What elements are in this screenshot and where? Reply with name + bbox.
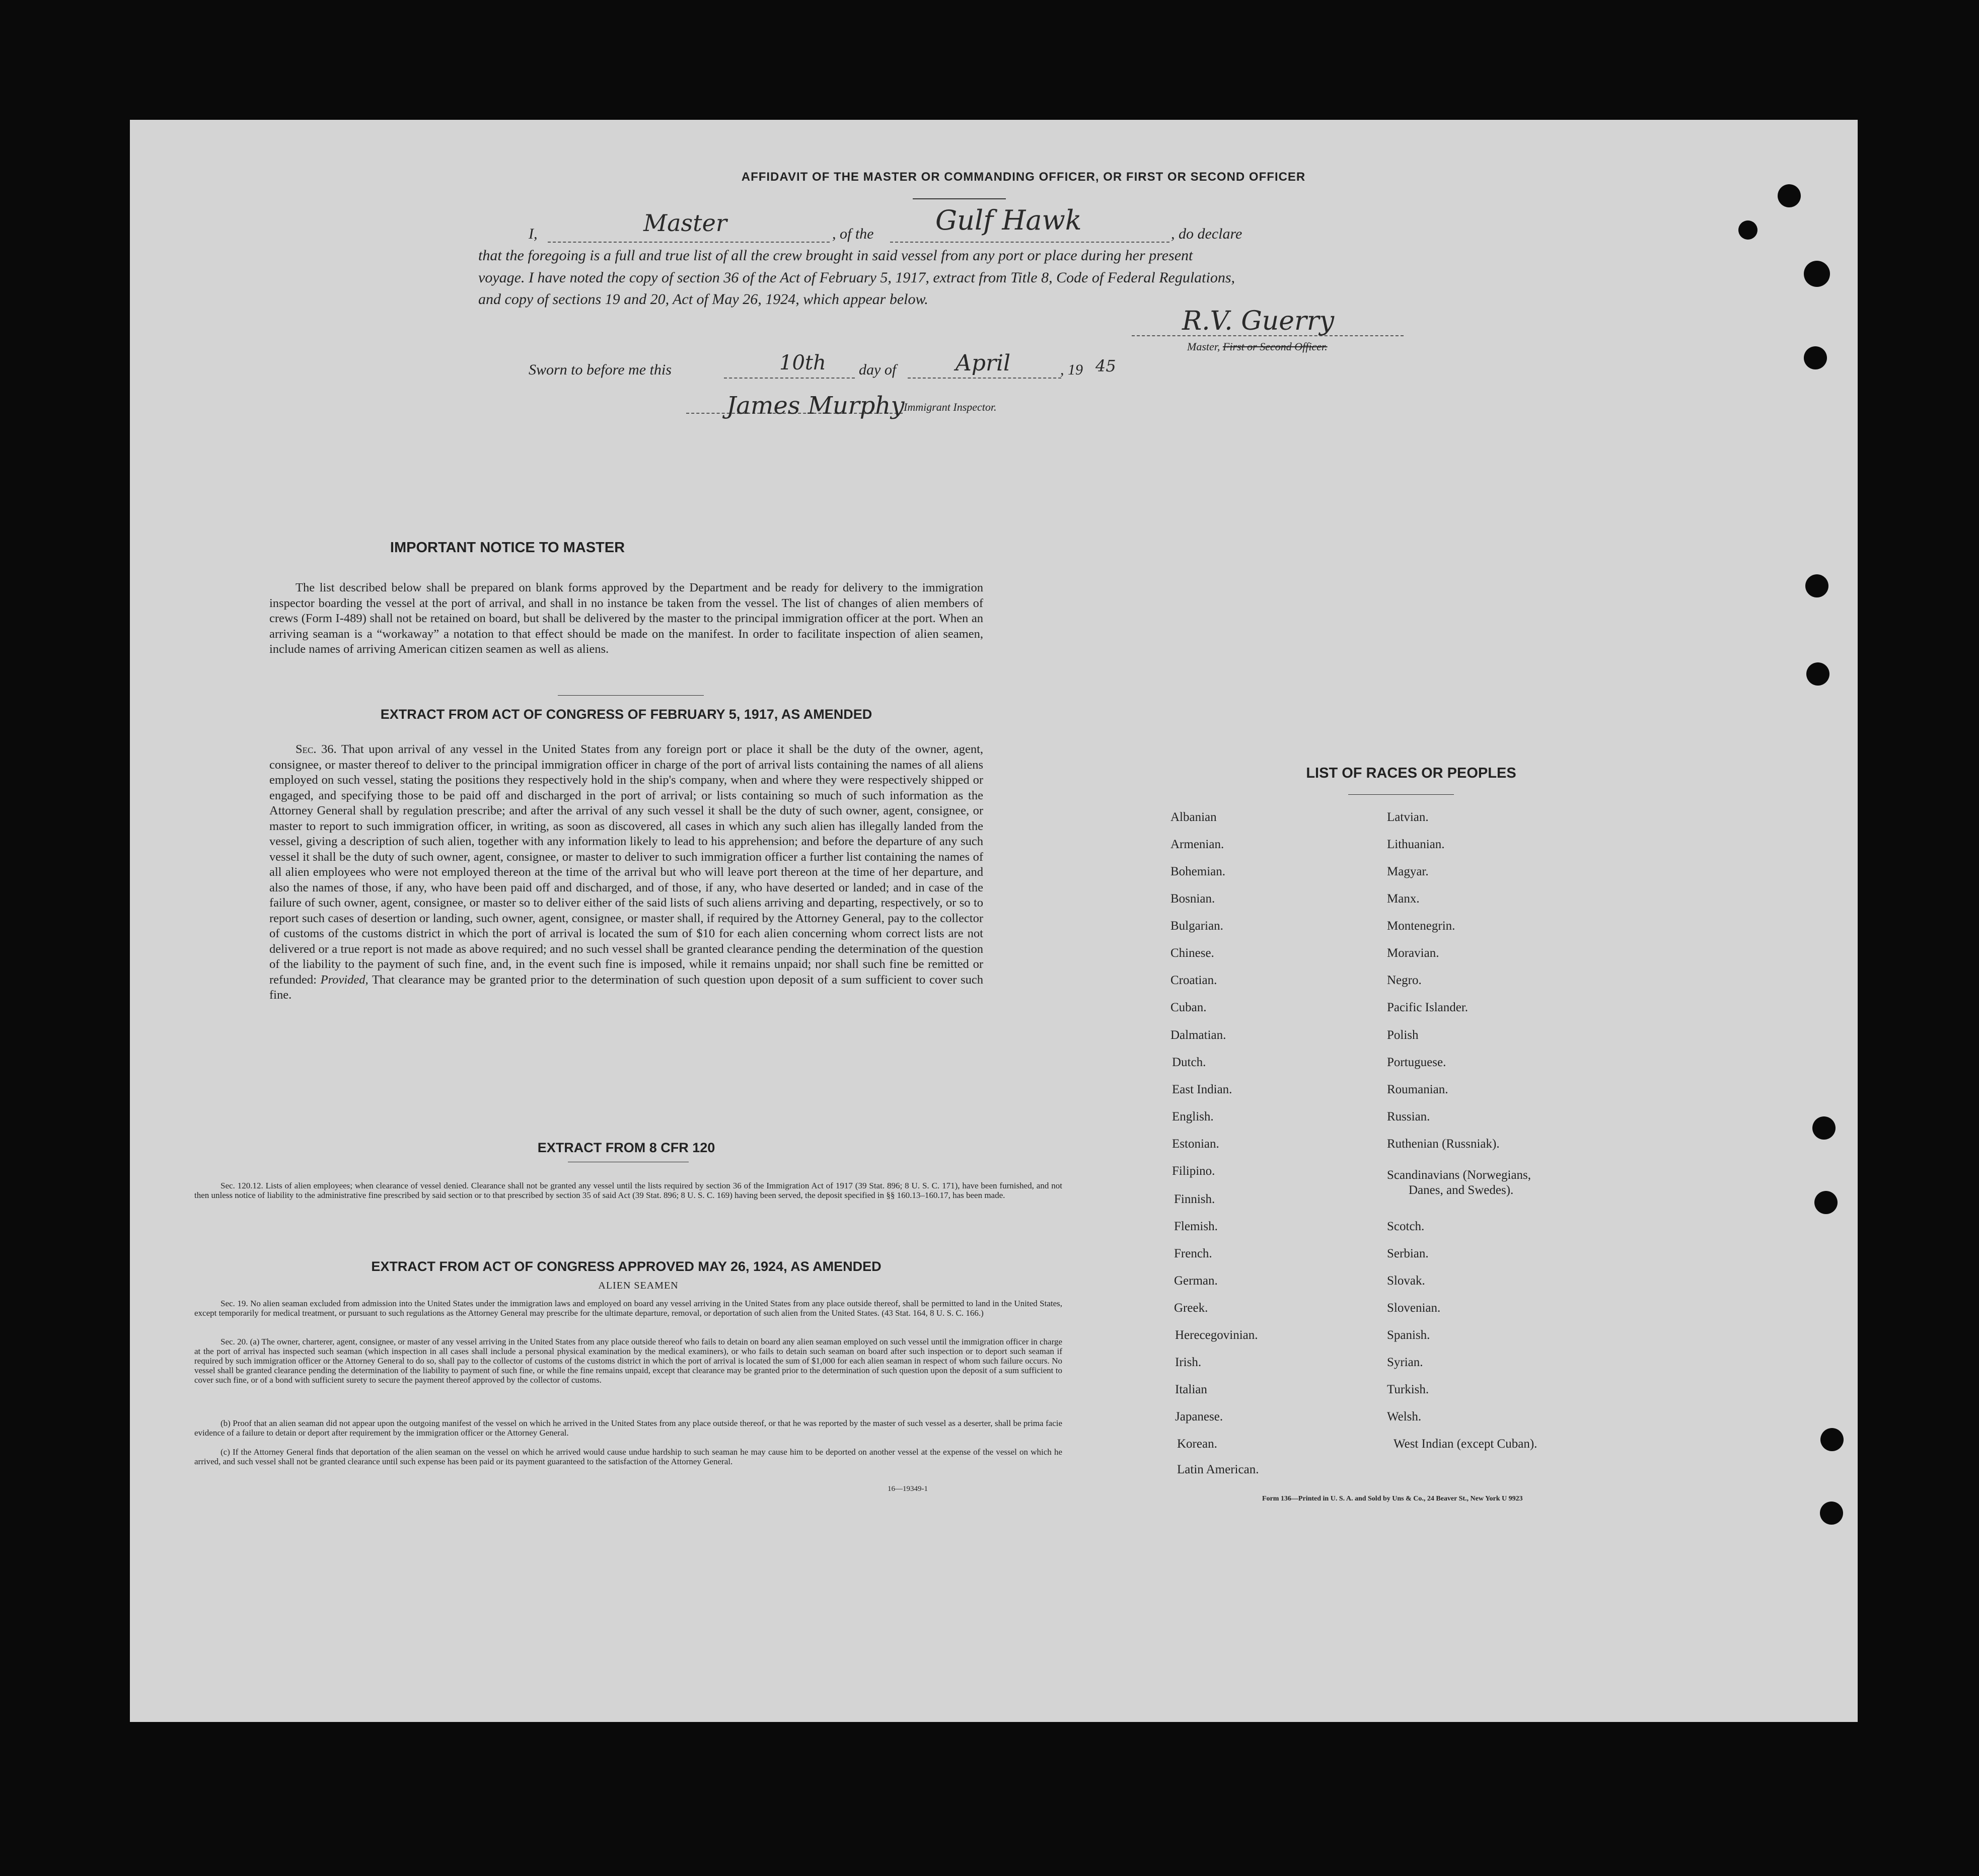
race-item: Roumanian. [1387, 1083, 1448, 1096]
extract-1924-title: EXTRACT FROM ACT OF CONGRESS APPROVED MAY 26, 1924, AS AMENDED [371, 1259, 882, 1274]
punch-hole [1804, 346, 1827, 369]
race-item: Finnish. [1174, 1192, 1215, 1206]
race-item: Bosnian. [1170, 892, 1215, 906]
section-20b-text: (b) Proof that an alien seaman did not appear upon the outgoing manifest of the vessel on which he arrived in the United States from any place outside thereof, or that he was reported by the master of such vessel as a deserter, shall be prima facie evidence of a failure to detain or deport after requirement by the immigration officer or the Attorney General. [194, 1418, 1062, 1438]
race-item: Negro. [1387, 973, 1422, 987]
divider [1348, 794, 1454, 795]
section-36-end: That clearance may be granted prior to the determination of such question upon deposit of a sum sufficient to cover such fine. [269, 972, 984, 1002]
race-item: Magyar. [1387, 865, 1429, 878]
affidavit-title: AFFIDAVIT OF THE MASTER OR COMMANDING OFFICER, OR FIRST OR SECOND OFFICER [741, 170, 1306, 184]
race-item: Japanese. [1175, 1410, 1223, 1423]
race-item: Herecegovinian. [1175, 1328, 1258, 1342]
master-label: Master, [1187, 340, 1220, 353]
name-line [548, 242, 830, 243]
inspector-signature: James Murphy [726, 392, 905, 420]
race-item: Montenegrin. [1387, 919, 1455, 933]
affidavit-i-label: I, [529, 226, 538, 242]
sworn-day-handwriting: 10th [779, 351, 826, 374]
punch-hole [1820, 1428, 1844, 1451]
punch-hole [1820, 1502, 1843, 1525]
race-item: Filipino. [1172, 1164, 1215, 1178]
sworn-month-handwriting: April [956, 350, 1011, 376]
month-line [908, 378, 1061, 379]
race-item: Welsh. [1387, 1410, 1422, 1423]
alien-seamen-subtitle: ALIEN SEAMEN [598, 1280, 679, 1291]
inspector-label: Immigrant Inspector. [904, 401, 997, 413]
race-item: Albanian [1170, 810, 1217, 824]
race-item: Russian. [1387, 1110, 1430, 1123]
provided-word: Provided, [320, 972, 369, 987]
section-20c-text: (c) If the Attorney General finds that deportation of the alien seaman on the vessel on which he arrived would cause undue hardship to such seaman he may cause him to be deported on another vessel at the expense of the vessel on which he arrived, and such vessel shall not be granted clearance until such expense has been paid or its payment guaranteed to the satisfaction of the Attorney General. [194, 1447, 1062, 1466]
extract-cfr-title: EXTRACT FROM 8 CFR 120 [537, 1140, 715, 1155]
punch-hole [1804, 261, 1830, 287]
race-item: Flemish. [1174, 1220, 1218, 1233]
punch-hole [1738, 220, 1757, 240]
race-item: Syrian. [1387, 1356, 1423, 1369]
document-page [130, 120, 1858, 1722]
punch-hole [1814, 1191, 1838, 1214]
extract-1917-body [269, 742, 983, 1003]
section-36-text: That upon arrival of any vessel in the United States from any foreign port or place it shall be the duty of the owner, agent, consignee, or master thereof to deliver to the principal immigration officer in charge of the port of arrival lists containing the names of all aliens employed on such vessel, stating the positions they respectively hold in the ship's company, when and where they were respectively shipped or engaged, and specifying those to be paid off and discharged in the port of arrival; or lists containing so much of such information as the Attorney General shall by regulation prescribe; and after the arrival of any such vessel it shall be the duty of such owner, agent, consignee, or master to report to such immigration officer, in writing, as soon as discovered, all cases in which any such alien has illegally landed from the vessel, giving a description of such alien, together with any information likely to lead to his apprehension; and before the departure of any such vessel it shall be the duty of such owner, agent, consignee, or master to deliver to such immigration officer a further list containing the names of all alien employees who were not employed thereon at the time of the arrival but who will leave port thereon at the time of her departure, and also the names of those, if any, who have been paid off and discharged, and of those, if any, who have deserted or landed; and in case of the failure of such owner, agent, consignee, or master so to deliver either of the said lists of such aliens arriving and departing, respectively, or so to report such cases of desertion or landing, such owner, agent, consignee, or master shall, if required by the Attorney General, pay to the collector of customs of the customs district in which the port of arrival is located the sum of $10 for each alien concerning whom correct lists are not delivered or a true report is not made as above required; and no such vessel shall be granted clearance pending the determination of the question of the liability to the payment of such fine, and, in the event such fine is imposed, while it remains unpaid; nor shall such fine be remitted or refunded: [269, 742, 983, 987]
race-item: Scandinavians (Norwegians, [1387, 1168, 1531, 1182]
declare-label: , do declare [1171, 226, 1242, 242]
form-printer-note: Form 136—Printed in U. S. A. and Sold by Uns & Co., 24 Beaver St., New York U 9923 [1262, 1495, 1523, 1503]
race-item: English. [1172, 1110, 1214, 1123]
race-item: Moravian. [1387, 946, 1439, 960]
race-item: Manx. [1387, 892, 1420, 906]
master-handwriting: Master [643, 209, 727, 237]
race-item: Korean. [1177, 1437, 1217, 1451]
race-item: German. [1174, 1274, 1218, 1288]
race-item: Danes, and Swedes). [1409, 1183, 1514, 1197]
race-item: Scotch. [1387, 1220, 1425, 1233]
race-item: Slovak. [1387, 1274, 1425, 1288]
signature-caption [1187, 340, 1328, 353]
affidavit-line-4: and copy of sections 19 and 20, Act of May 26, 1924, which appear below. [478, 291, 928, 308]
race-item: Portuguese. [1387, 1056, 1446, 1069]
race-item: Croatian. [1170, 973, 1217, 987]
race-item: Irish. [1175, 1356, 1202, 1369]
vessel-line [890, 242, 1169, 243]
race-item: Ruthenian (Russniak). [1387, 1137, 1500, 1151]
race-item: West Indian (except Cuban). [1394, 1437, 1537, 1451]
race-item: French. [1174, 1247, 1212, 1260]
extract-1917-title: EXTRACT FROM ACT OF CONGRESS OF FEBRUARY 5, 1917, AS AMENDED [380, 707, 872, 722]
punch-hole [1806, 662, 1829, 686]
punch-hole [1778, 184, 1801, 207]
race-item: Pacific Islander. [1387, 1001, 1469, 1014]
race-item: Bulgarian. [1170, 919, 1223, 933]
race-item: Serbian. [1387, 1247, 1429, 1260]
vessel-name-handwriting: Gulf Hawk [935, 204, 1082, 236]
race-item: Greek. [1174, 1301, 1208, 1315]
race-item: Latin American. [1177, 1463, 1259, 1476]
race-item: Latvian. [1387, 810, 1429, 824]
races-title: LIST OF RACES OR PEOPLES [1306, 765, 1516, 781]
notice-title: IMPORTANT NOTICE TO MASTER [390, 540, 625, 556]
race-item: Armenian. [1170, 838, 1224, 851]
race-item: East Indian. [1172, 1083, 1232, 1096]
notice-body: The list described below shall be prepared on blank forms approved by the Department and be ready for delivery to the immigration inspector boarding the vessel at the port of arrival, and shall in no instance be taken from the vessel. The list of changes of alien members of crews (Form I-489) shall not be retained on board, but shall be delivered by the master to the principal immigration officer at the port. When an arriving seaman is a “workaway” a notation to that effect should be made on the manifest. In order to facilitate inspection of alien seamen, include names of arriving American citizen seamen as well as aliens. [269, 581, 983, 656]
race-item: Polish [1387, 1028, 1419, 1042]
punch-hole [1812, 1116, 1836, 1140]
day-line [724, 378, 855, 379]
divider [913, 198, 1006, 199]
affidavit-line-3: voyage. I have noted the copy of section 36 of the Act of February 5, 1917, extract from Title 8, Code of Federal Regulations, [478, 269, 1235, 286]
race-item: Dalmatian. [1170, 1028, 1226, 1042]
race-item: Estonian. [1172, 1137, 1219, 1151]
race-item: Spanish. [1387, 1328, 1430, 1342]
affidavit-line-2: that the foregoing is a full and true list of all the crew brought in said vessel from any port or place during her present [478, 247, 1193, 264]
form-code: 16—19349-1 [888, 1485, 928, 1493]
day-of-label: day of [859, 361, 897, 378]
race-item: Chinese. [1170, 946, 1214, 960]
race-item: Cuban. [1170, 1001, 1207, 1014]
race-item: Dutch. [1172, 1056, 1206, 1069]
race-item: Lithuanian. [1387, 838, 1445, 851]
year-prefix: , 19 [1060, 361, 1083, 378]
master-signature: R.V. Guerry [1182, 306, 1335, 336]
race-item: Italian [1175, 1383, 1207, 1396]
section-36-label: Sec. 36. [296, 742, 337, 756]
race-item: Slovenian. [1387, 1301, 1441, 1315]
section-20a-text: Sec. 20. (a) The owner, charterer, agent, consignee, or master of any vessel arriving in the United States from any place outside thereof who fails to detain on board any alien seaman employed on such vessel until the immigration officer in charge at the port of arrival has inspected such seaman (which inspection in all cases shall include a personal physical examination by the medical examiners), or who fails to detain such seaman on board after such inspection or to deport such seaman if required by such immigration officer or the Attorney General to do so, shall pay to the collector of customs of the customs district in which the port of arrival is located the sum of $1,000 for each alien seaman in respect of whom such failure occurs. No vessel shall be granted clearance pending the determination of the liability to payment of such fine, or while the fine remains unpaid, except that clearance may be granted prior to the determination of such question upon the deposit of a sum sufficient to cover such fine, or of a bond with sufficient surety to secure the payment thereof approved by the collector of customs. [194, 1337, 1062, 1385]
divider [558, 695, 704, 696]
punch-hole [1805, 574, 1828, 597]
race-item: Turkish. [1387, 1383, 1429, 1396]
extract-cfr-body: Sec. 120.12. Lists of alien employees; when clearance of vessel denied. Clearance shall not be granted any vessel until the lists required by section 36 of the Immigration Act of 1917 (39 Stat. 896; 8 U. S. C. 171), have been furnished, and not then unless notice of liability to the administrative fine prescribed by said section or to that prescribed by section 35 of said Act (39 Stat. 896; 8 U. S. C. 169) having been served, the deposit specified in §§ 160.13–160.17, has been made. [194, 1181, 1062, 1200]
section-19-text: Sec. 19. No alien seaman excluded from admission into the United States under the immigration laws and employed on board any vessel arriving in the United States from any place outside thereof, shall be permitted to land in the United States, except temporarily for medical treatment, or pursuant to such regulations as the Attorney General may prescribe for the ultimate departure, removal, or deportation of such alien from the United States. (43 Stat. 164, 8 U. S. C. 166.) [194, 1299, 1062, 1318]
sworn-year-handwriting: 45 [1095, 356, 1116, 376]
sworn-label: Sworn to before me this [529, 361, 672, 378]
of-the-label: , of the [832, 226, 874, 242]
race-item: Bohemian. [1170, 865, 1226, 878]
struck-officer-label: First or Second Officer. [1222, 340, 1328, 353]
